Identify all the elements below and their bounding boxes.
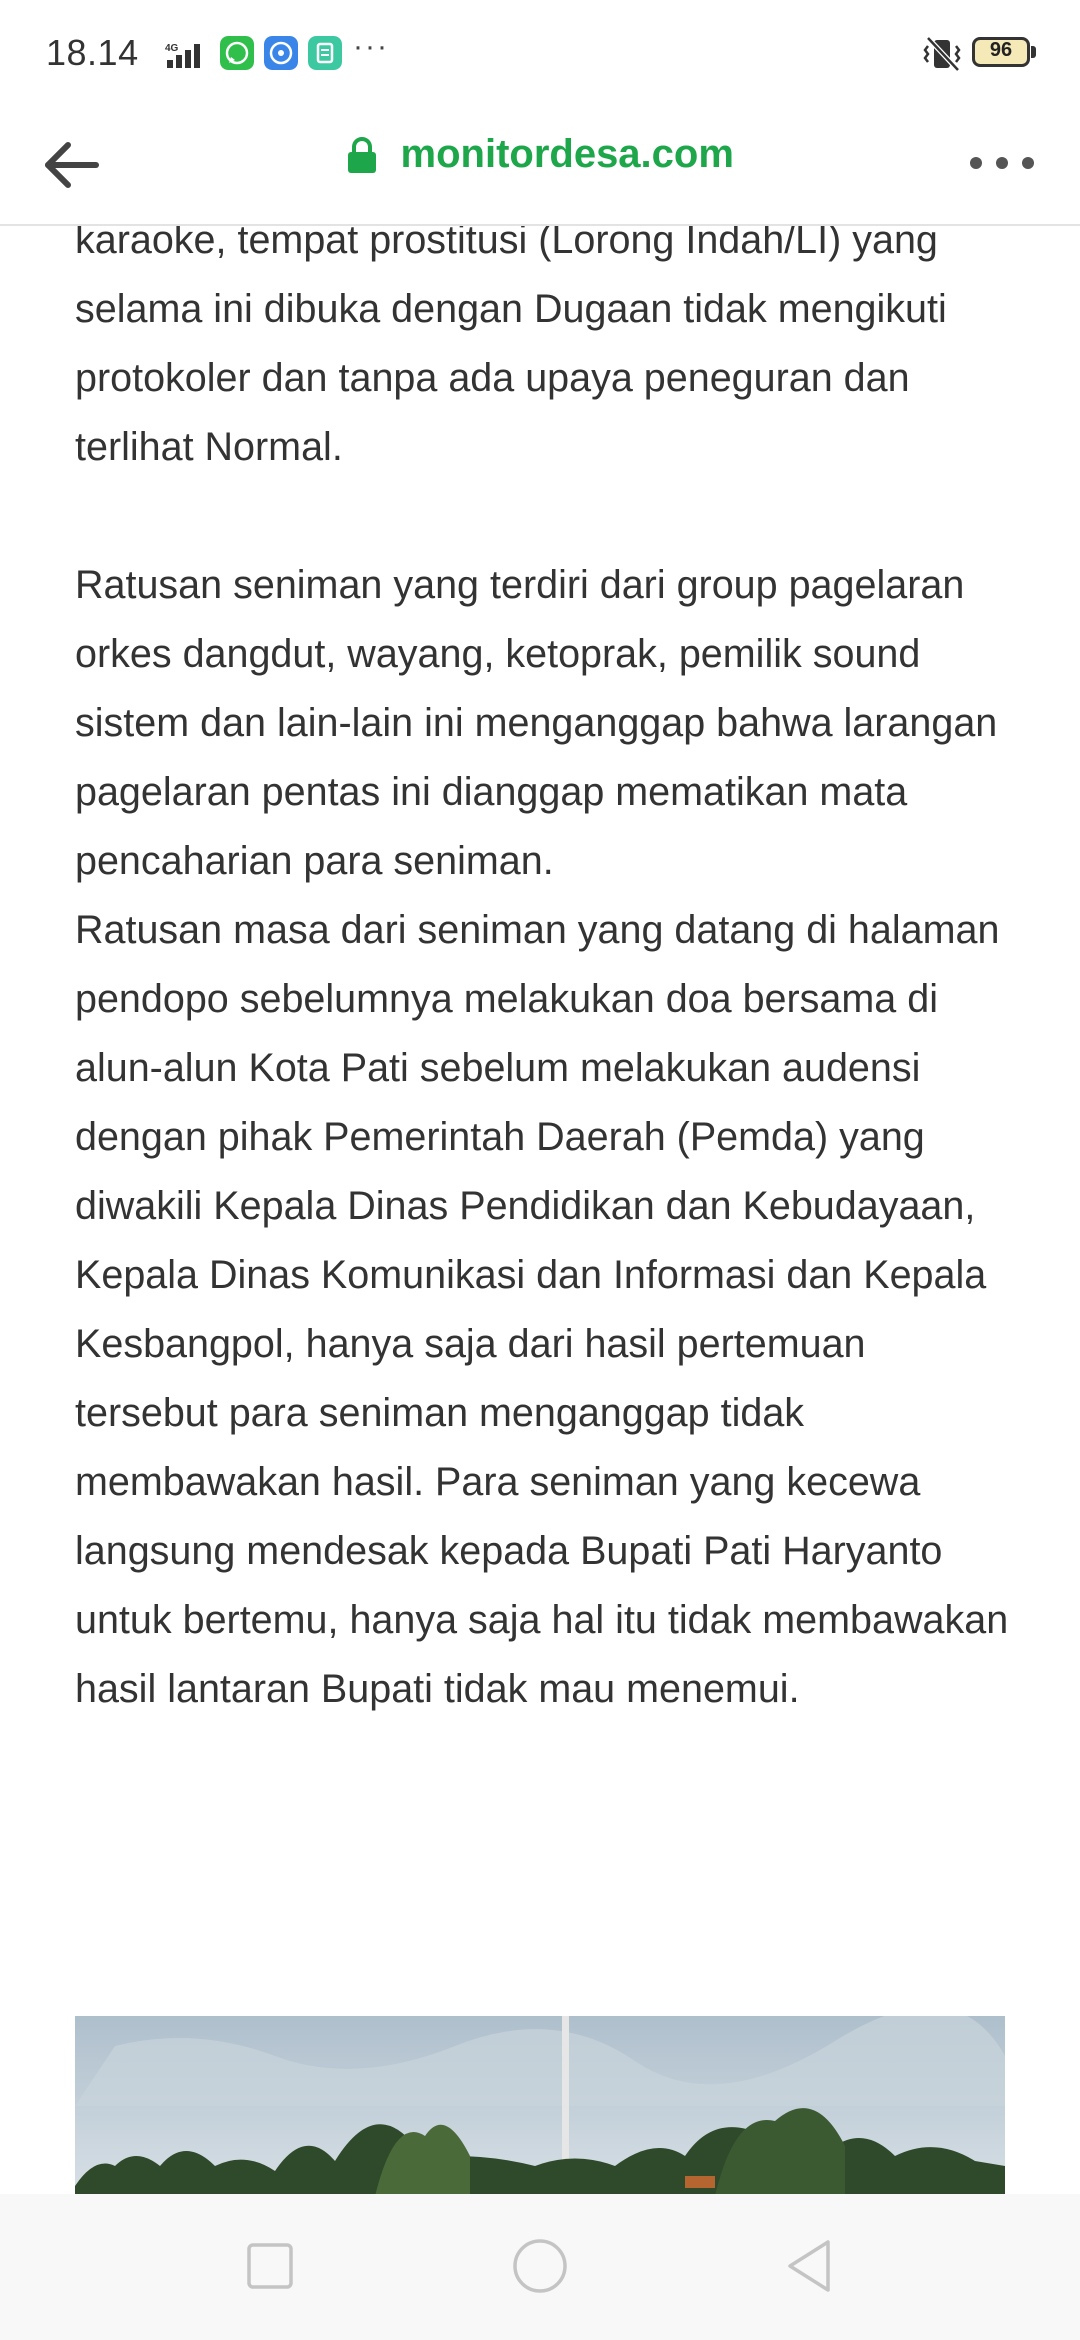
status-bar (0, 0, 1080, 108)
whatsapp-icon (220, 36, 254, 70)
system-nav-bar (0, 2194, 1080, 2340)
address-bar[interactable] (0, 132, 1080, 192)
article-paragraph: karaoke, tempat prostitusi (Lorong Indah/LI) yang selama ini dibuka dengan Dugaan tidak mengikuti protokoler dan tanpa ada upaya peneguran dan terlihat Normal. (75, 226, 947, 469)
status-time: 18.14 (46, 32, 139, 73)
network-label: 4G (165, 43, 179, 54)
article-content[interactable] (0, 226, 1080, 2194)
browser-toolbar (0, 108, 1080, 226)
article-paragraph: Ratusan seniman yang terdiri dari group pagelaran orkes dangdut, wayang, ketoprak, pemilik sound sistem dan lain-lain ini menganggap bahwa larangan pagelaran pentas ini dianggap mematikan mata pencaharian para seniman. (75, 563, 998, 883)
more-notifications-indicator: ··· (353, 30, 389, 63)
app-icon (308, 36, 342, 70)
share-app-icon (264, 36, 298, 70)
battery-level: 96 (989, 39, 1013, 61)
article-paragraph: Ratusan masa dari seniman yang datang di halaman pendopo sebelumnya melakukan doa bersama di alun-alun Kota Pati sebelum melakukan audensi dengan pihak Pemerintah Daerah (Pemda) yang diwakili Kepala Dinas Pendidikan dan Kebudayaan, Kepala Dinas Komunikasi dan Informasi dan Kepala Kesbangpol, hanya saja dari hasil pertemuan tersebut para seniman menganggap tidak membawakan hasil. Para seniman yang kecewa langsung mendesak kepada Bupati Pati Haryanto untuk bertemu, hanya saja hal itu tidak membawakan hasil lantaran Bupati tidak mau menemui. (75, 908, 1009, 1711)
more-dots-icon[interactable] (964, 136, 1040, 190)
article-photo[interactable] (75, 2016, 1005, 2194)
paragraph-gap (75, 482, 1010, 551)
vibrate-icon (920, 36, 964, 72)
lock-icon (346, 136, 378, 174)
article-body (75, 226, 1010, 1724)
back-triangle-icon[interactable] (780, 2236, 840, 2296)
url-text: monitordesa.com (400, 132, 734, 176)
battery-tip (1031, 46, 1036, 58)
recents-square-icon[interactable] (240, 2236, 300, 2296)
signal-icon (165, 42, 207, 68)
home-circle-icon[interactable] (510, 2236, 570, 2296)
battery-indicator (972, 37, 1030, 67)
